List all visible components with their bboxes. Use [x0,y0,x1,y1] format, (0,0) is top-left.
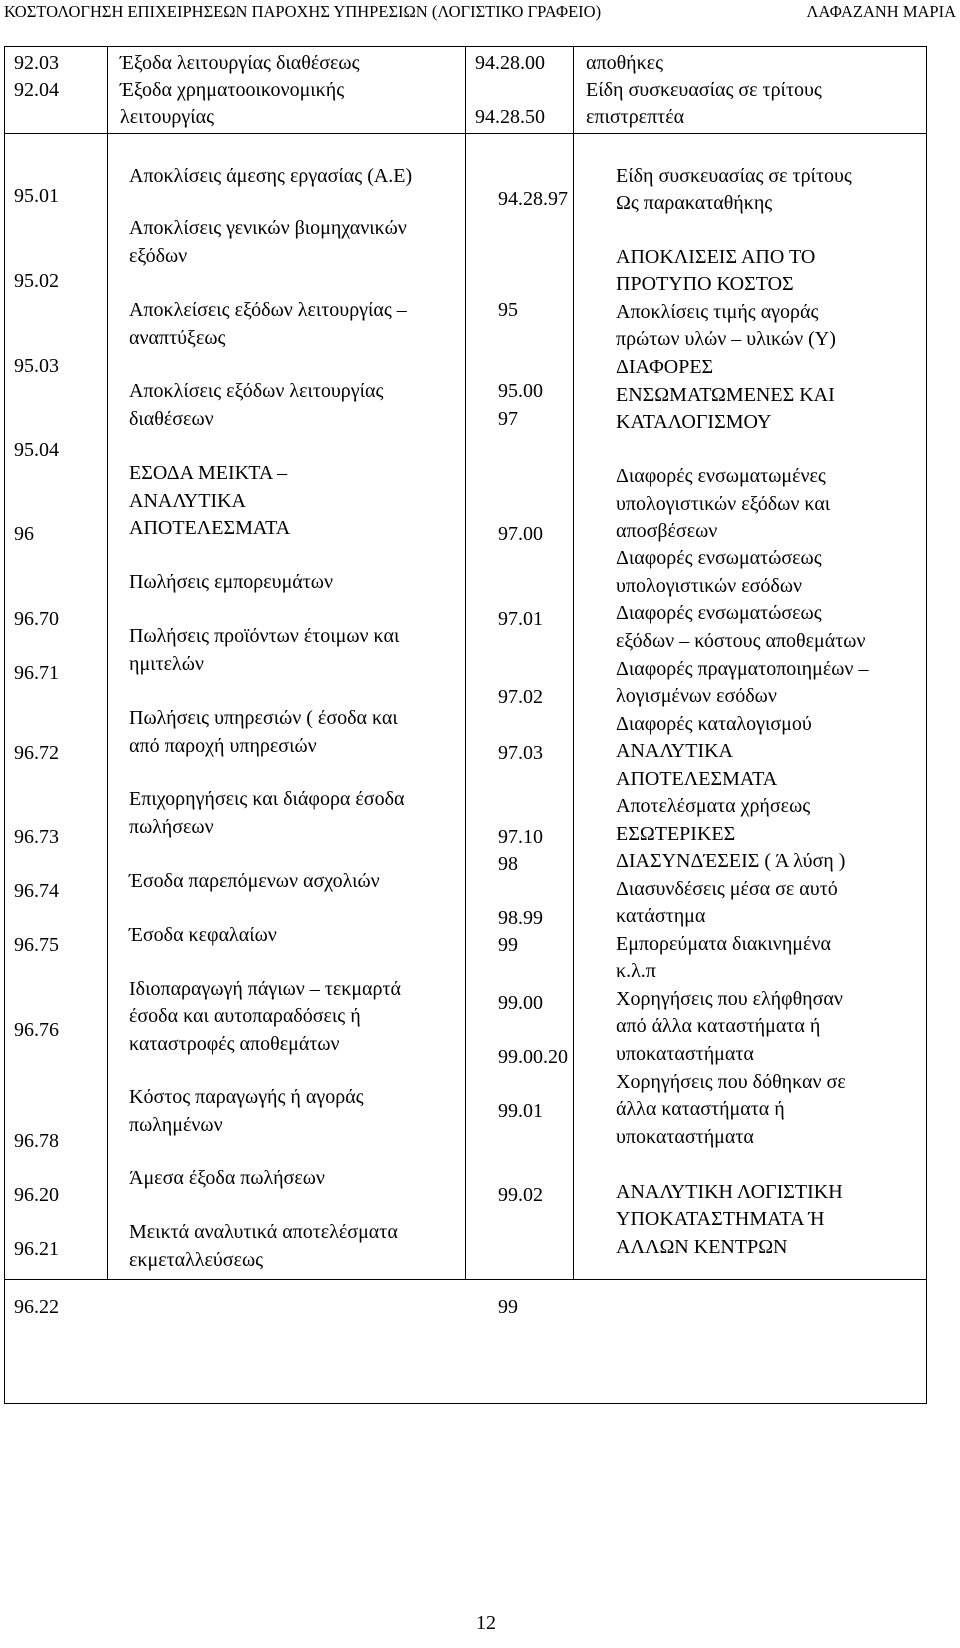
account-description: αναπτύξεως [129,327,226,349]
account-description: αποσβέσεων [616,520,718,542]
account-description: Αποκλίσεις τιμής αγοράς [616,301,819,323]
account-code: 96.78 [14,1130,59,1152]
account-code: 99.02 [498,1184,543,1206]
account-description: Διασυνδέσεις μέσα σε αυτό [616,878,838,900]
account-code: 96.70 [14,608,59,630]
account-description: πωλήσεων [129,816,214,838]
account-description: ΕΣΩΤΕΡΙΚΕΣ [616,823,736,845]
row-divider-2 [4,1279,927,1280]
account-code: 96.76 [14,1019,59,1041]
account-description: ΔΙΑΦΟΡΕΣ [616,356,714,378]
account-description: ΕΝΣΩΜΑΤΩΜΕΝΕΣ ΚΑΙ [616,384,835,406]
row-divider-1 [4,133,927,134]
account-code: 96.74 [14,880,59,902]
account-description: κατάστημα [616,905,706,927]
account-code: 94.28.00 [475,52,545,74]
account-description: Ως παρακαταθήκης [616,192,773,214]
account-code: 96.22 [14,1296,59,1318]
account-code: 97.01 [498,608,543,630]
account-description: Διαφορές ενσωματώσεως [616,547,822,569]
header-document-title: ΚΟΣΤΟΛΟΓΗΣΗ ΕΠΙΧΕΙΡΗΣΕΩΝ ΠΑΡΟΧΗΣ ΥΠΗΡΕΣΙΩΝ (ΛΟΓΙΣΤΙΚΟ ΓΡΑΦΕΙΟ) [4,2,602,21]
account-description: εξόδων – κόστους αποθεμάτων [616,630,866,652]
account-code: 97.10 [498,826,543,848]
account-code: 92.04 [14,79,59,101]
account-description: Αποκλίσεις άμεσης εργασίας (Α.Ε) [129,165,413,187]
account-description: υπολογιστικών εσόδων [616,575,803,597]
column-divider-1 [107,46,108,1280]
account-description: αποθήκες [586,52,664,74]
account-code: 96.75 [14,934,59,956]
account-code: 95.04 [14,439,59,461]
account-code: 97.03 [498,742,543,764]
account-description: Μεικτά αναλυτικά αποτελέσματα [129,1221,398,1243]
account-code: 96.21 [14,1238,59,1260]
account-description: άλλα καταστήματα ή [616,1098,785,1120]
account-code: 98 [498,853,518,875]
account-description: ΔΙΑΣΥΝΔΈΣΕΙΣ ( Ά λύση ) [616,850,846,872]
account-description: ΕΣΟΔΑ ΜΕΙΚΤΑ – [129,462,288,484]
column-divider-3 [573,46,574,1280]
account-code: 96.20 [14,1184,59,1206]
account-description: Πωλήσεις εμπορευμάτων [129,571,334,593]
account-description: κ.λ.π [616,960,656,982]
account-description: υποκαταστήματα [616,1043,754,1065]
account-code: 97.00 [498,523,543,545]
account-description: υποκαταστήματα [616,1126,754,1148]
account-description: ΑΝΑΛΥΤΙΚΑ [616,740,734,762]
account-code: 99.00.20 [498,1046,568,1068]
account-code: 94.28.50 [475,106,545,128]
account-description: λογισμένων εσόδων [616,685,777,707]
page-number: 12 [476,1612,496,1634]
account-description: Ιδιοπαραγωγή πάγιων – τεκμαρτά [129,978,402,1000]
account-code: 95.01 [14,185,59,207]
account-code: 95 [498,299,518,321]
column-divider-2 [465,46,466,1280]
account-code: 98.99 [498,907,543,929]
account-code: 92.03 [14,52,59,74]
account-code: 99 [498,934,518,956]
account-description: Χορηγήσεις που δόθηκαν σε [616,1071,846,1093]
account-code: 96.72 [14,742,59,764]
account-description: Διαφορές πραγματοποιημέων – [616,658,869,680]
account-description: διαθέσεων [129,408,214,430]
header-author: ΛΑΦΑΖΑΝΗ ΜΑΡΙΑ [806,2,956,21]
account-description: ΑΠΟΤΕΛΕΣΜΑΤΑ [616,768,778,790]
account-description: ΑΝΑΛΥΤΙΚΑ [129,490,247,512]
account-description: επιστρεπτέα [586,106,685,128]
account-description: έσοδα και αυτοπαραδόσεις ή [129,1005,361,1027]
account-description: λειτουργίας [120,106,215,128]
account-description: Διαφορές ενσωματώσεως [616,602,822,624]
account-description: Αποκλίσεις γενικών βιομηχανικών [129,217,407,239]
account-description: από άλλα καταστήματα ή [616,1015,821,1037]
account-description: πρώτων υλών – υλικών (Υ) [616,328,836,350]
account-code: 95.02 [14,270,59,292]
account-description: Διαφορές ενσωματωμένες [616,465,826,487]
account-description: Είδη συσκευασίας σε τρίτους [586,79,822,101]
account-description: ΥΠΟΚΑΤΑΣΤΗΜΑΤΑ Ή [616,1208,825,1230]
account-description: ημιτελών [129,653,204,675]
account-description: Είδη συσκευασίας σε τρίτους [616,165,852,187]
account-description: ΑΛΛΩΝ ΚΕΝΤΡΩΝ [616,1236,788,1258]
account-description: Πωλήσεις υπηρεσιών ( έσοδα και [129,707,398,729]
account-description: Επιχορηγήσεις και διάφορα έσοδα [129,788,405,810]
account-description: ΑΝΑΛΥΤΙΚΗ ΛΟΓΙΣΤΙΚΗ [616,1181,843,1203]
account-description: Αποκλείσεις εξόδων λειτουργίας – [129,299,407,321]
account-description: Έσοδα κεφαλαίων [129,924,277,946]
account-description: Εμπορεύματα διακινημένα [616,933,831,955]
account-description: Πωλήσεις προϊόντων έτοιμων και [129,625,400,647]
account-description: Έξοδα χρηματοοικονομικής [120,79,345,101]
account-description: ΠΡΟΤΥΠΟ ΚΟΣΤΟΣ [616,273,794,295]
account-code: 95.03 [14,355,59,377]
account-code: 95.00 [498,380,543,402]
running-header [0,0,960,27]
account-description: εκμεταλλεύσεως [129,1249,264,1271]
account-description: εξόδων [129,245,188,267]
account-code: 97 [498,408,518,430]
account-code: 97.02 [498,686,543,708]
account-description: Κόστος παραγωγής ή αγοράς [129,1086,364,1108]
account-description: Έξοδα λειτουργίας διαθέσεως [120,52,360,74]
account-description: Έσοδα παρεπόμενων ασχολιών [129,870,380,892]
account-description: υπολογιστικών εξόδων και [616,493,831,515]
account-description: Άμεσα έξοδα πωλήσεων [129,1167,325,1189]
account-description: καταστροφές αποθεμάτων [129,1033,340,1055]
account-code: 94.28.97 [498,188,568,210]
account-description: ΑΠΟΚΛΙΣΕΙΣ ΑΠΟ ΤΟ [616,246,816,268]
account-code: 99.01 [498,1100,543,1122]
account-description: Αποτελέσματα χρήσεως [616,795,811,817]
account-description: Διαφορές καταλογισμού [616,713,812,735]
account-code: 96.73 [14,826,59,848]
account-code: 96.71 [14,662,59,684]
account-description: ΑΠΟΤΕΛΕΣΜΑΤΑ [129,517,291,539]
account-description: Χορηγήσεις που ελήφθησαν [616,988,843,1010]
account-description: πωλημένων [129,1114,223,1136]
account-description: Αποκλίσεις εξόδων λειτουργίας [129,380,384,402]
account-description: από παροχή υπηρεσιών [129,735,317,757]
account-description: ΚΑΤΑΛΟΓΙΣΜΟΥ [616,411,772,433]
account-code: 96 [14,523,34,545]
account-code: 99 [498,1296,518,1318]
account-code: 99.00 [498,992,543,1014]
